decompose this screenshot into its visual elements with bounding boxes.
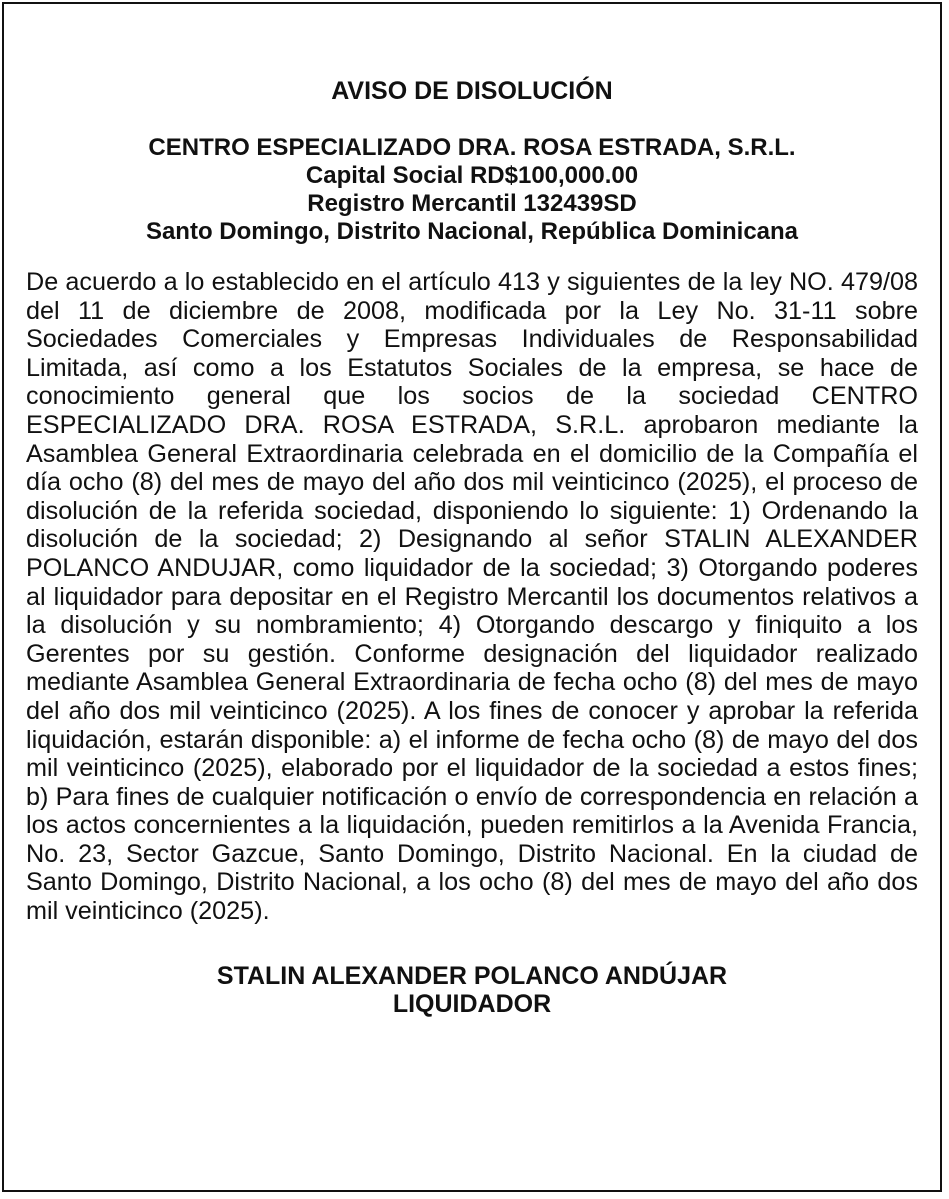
company-name: CENTRO ESPECIALIZADO DRA. ROSA ESTRADA, S.R.L.: [148, 134, 796, 161]
company-capital: Capital Social RD$100,000.00: [305, 162, 639, 189]
notice-body: De acuerdo a lo establecido en el artículo 413 y siguientes de la ley NO. 479/08 del 11 de diciembre de 2008, modificada por la Ley No. 31-11 sobre Sociedades Comerciales y Empresas Individuales de Responsabilidad Limitada, así como a los Estatutos Sociales de la empresa, se hace de conocimiento general que los socios de la sociedad CENTRO ESPECIALIZADO DRA. ROSA ESTRADA, S.R.L. aprobaron mediante la Asamblea General Extraordinaria celebrada en el domicilio de la Compañía el día ocho (8) del mes de mayo del año dos mil veinticinco (2025), el proceso de disolución de la referida sociedad, disponiendo lo siguiente: 1) Ordenando la disolución de la sociedad; 2) Designando al señor STALIN ALEXANDER POLANCO ANDUJAR, como liquidador de la sociedad; 3) Otorgando poderes al liquidador para depositar en el Registro Mercantil los documentos relativos a la disolución y su nombramiento; 4) Otorgando descargo y finiquito a los Gerentes por su gestión. Conforme designación del liquidador realizado mediante Asamblea General Extraordinaria de fecha ocho (8) del mes de mayo del año dos mil veinticinco (2025). A los fines de conocer y aprobar la referida liquidación, estarán disponible: a) el informe de fecha ocho (8) de mayo del dos mil veinticinco (2025), elaborado por el liquidador de la sociedad a estos fines; b) Para fines de cualquier notificación o envío de correspondencia en relación a los actos concernientes a la liquidación, pueden remitirlos a la Avenida Francia, No. 23, Sector Gazcue, Santo Domingo, Distrito Nacional. En la ciudad de Santo Domingo, Distrito Nacional, a los ocho (8) del mes de mayo del año dos mil veinticinco (2025).: [26, 268, 918, 926]
company-registry: Registro Mercantil 132439SD: [307, 190, 637, 217]
legal-notice: [26, 76, 918, 1018]
company-location: Santo Domingo, Distrito Nacional, República Dominicana: [145, 218, 799, 245]
signatory-role: LIQUIDADOR: [392, 989, 552, 1018]
signatory-name: STALIN ALEXANDER POLANCO ANDÚJAR: [216, 961, 728, 990]
company-header: [26, 134, 918, 246]
notice-title: AVISO DE DISOLUCIÓN: [331, 77, 613, 105]
signature-block: [26, 962, 918, 1018]
